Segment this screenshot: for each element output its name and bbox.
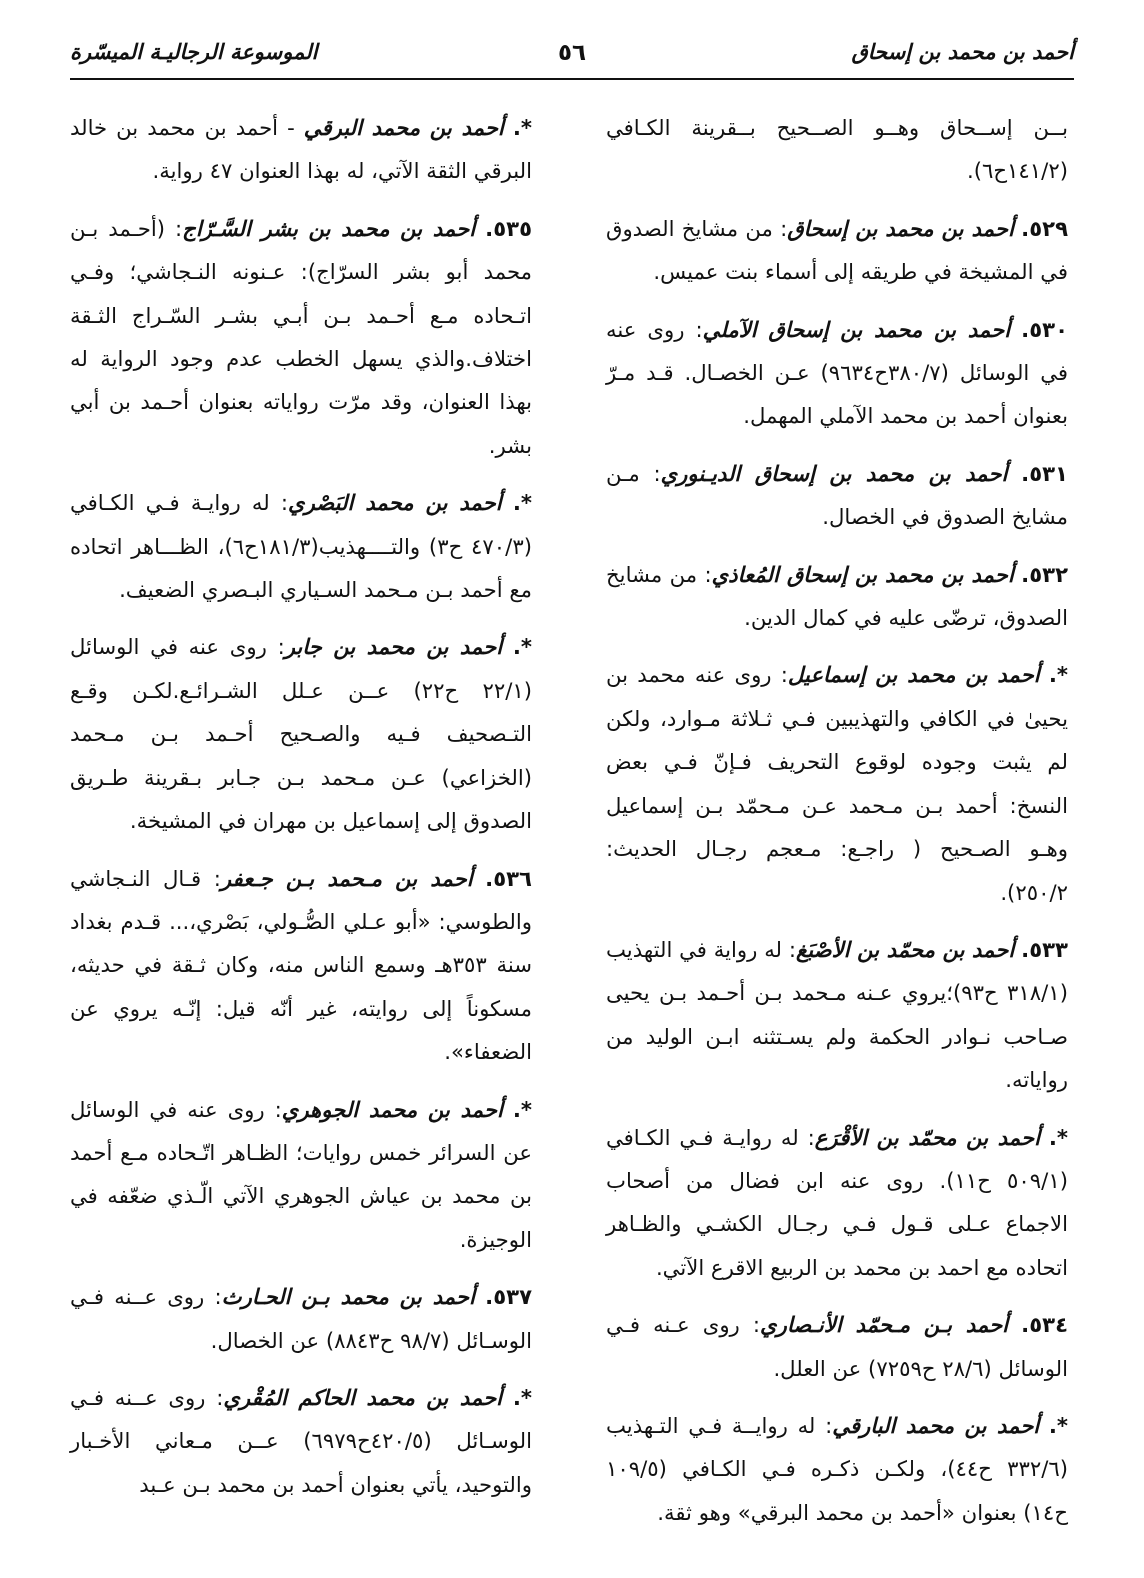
page-number: ٥٦ xyxy=(557,40,587,66)
entry-text: روى عــنه فـي الوسـائل (٤٢٠/٥ح٦٩٧٩) عــن مـعاني الأخـبار والتوحيد، يأتي بعنوان أحمد بن محمد بـن عـبد xyxy=(70,1384,532,1497)
entry-text: روى عنه في الوسائل (٣٨٠/٧ح٩٦٣٤) عـن الخصـال. قـد مـرّ بعنوان أحمد بن محمد الآملي المهمل. xyxy=(606,316,1068,429)
narrator-name: أحمد بن محمد البَصْري xyxy=(288,490,502,516)
header-entry-title: أحمد بن محمد بن إسحاق xyxy=(851,40,1074,64)
entry-text: قـال النـجاشي والطوسي: «أبو عـلي الصُّـولي، بَصْري،... قـدم بغداد سنة ٣٥٣هـ وسمع الناس منه، وكان ثـقة في حديثه، مسكوناً إلى روايته، غير أنّه قيل: إنّـه يروي عن الضعفاء». xyxy=(70,865,532,1065)
entry-number: *. xyxy=(1048,1124,1069,1150)
narrator-name: أحمد بـن مـحمّد الأنـصاري xyxy=(760,1312,1009,1338)
entry-number: ٥٣٥. xyxy=(485,215,532,241)
entry-number: ٥٣٢. xyxy=(1021,561,1068,587)
entry: ٥٣٤. أحمد بـن مـحمّد الأنـصاري: روى عـنه فـي الوسائل (٢٨/٦ ح٧٢٥٩) عن العلل. xyxy=(606,1312,1068,1381)
entry: ٥٣٢. أحمد بن محمد بن إسحاق المُعاذي: من مشايخ الصدوق، ترضّى عليه في كمال الدين. xyxy=(606,561,1068,631)
entry: ٥٣١. أحمد بن محمد بن إسحاق الديـنوري: مـن مشايخ الصدوق في الخصال. xyxy=(606,460,1068,530)
header-book-title: الموسوعة الرجاليـة الميسّرة xyxy=(70,40,318,64)
narrator-name: أحمد بن محمد بن إسحاق المُعاذي xyxy=(711,561,1014,587)
entry-text: روى عــنه فـي الوسـائل (٩٨/٧ ح٨٨٤٣) عن الخصال. xyxy=(70,1284,532,1353)
entry-text: روى عـنه فـي الوسائل (٢٨/٦ ح٧٢٥٩) عن العلل. xyxy=(606,1312,1068,1381)
entry-text: روى عنه في الوسائل (٢٢/١ ح٢٢) عــن عـلل الشـرائـع.لكـن وقـع التـصحيف فـيه والصـحيح أحـمد بـن مـحمد (الخزاعي) عـن مـحمد بـن جـابر بـقرينة طـريق الصدوق إلى إسماعيل بن مهران في المشيخة. xyxy=(70,634,532,834)
narrator-name: أحمد بن محمد بن بشر السَّـرّاج xyxy=(182,215,476,241)
entry: *. أحمد بن محمد البارقي: له روايــة فـي التـهذيب (٣٣٢/٦ ح٤٤)، ولكـن ذكـره فـي الكـافي (١٠٩/٥ ح١٤) بعنوان «أحمد بن محمد البرقي» وهو ثقة. xyxy=(606,1412,1069,1525)
entry xyxy=(606,106,1068,193)
entry-number: ٥٣٧. xyxy=(485,1284,532,1310)
entry-text: مـن مشايخ الصدوق في الخصال. xyxy=(606,460,1068,530)
entry: *. أحمد بن محمّد بن الأقْرَع: له روايـة فـي الكـافي (٥٠٩/١ ح١١). روى عنه ابن فضال من أصحاب الاجماع عـلى قـول فـي رجـال الكشـي والظـاهر اتحاده مع احمد بن محمد بن الربيع الاقرع الآتي. xyxy=(606,1124,1069,1280)
entry-number: *. xyxy=(512,1384,532,1410)
entry: ٥٣٥. أحمد بن محمد بن بشر السَّـرّاج: (أحـمد بـن محمد أبو بشر السرّاج): عـنونه النـجاشي؛ وفـي اتـحاده مـع أحـمد بـن أبـي بشـر السّـراج الثـقة اختلاف.والذي يسهل الخطب عدم وجود الرواية له بهذا العنوان، وقد مرّت رواياته بعنوان أحـمد بن أبي بشر. xyxy=(70,215,532,458)
left-column xyxy=(70,106,532,1520)
narrator-name: أحمد بن محمّد بن الأصْبَغ xyxy=(795,936,1015,962)
entry-number: ٥٣٦. xyxy=(485,865,532,891)
entry-text: روى عنه في الوسائل عن السرائر خمس روايات؛ الظـاهر اتّـحاده مـع أحمد بن محمد بن عياش الجوهري الآتي الّـذي ضعّفه في الوجيزة. xyxy=(70,1096,532,1252)
narrator-name: أحمد بن محمد بـن الحـارث xyxy=(221,1284,475,1310)
right-column xyxy=(606,106,1068,1548)
entry-number: *. xyxy=(512,634,532,660)
entry: *. أحمد بن محمد بن جابر: روى عنه في الوسائل (٢٢/١ ح٢٢) عــن عـلل الشـرائـع.لكـن وقـع التـصحيف فـيه والصـحيح أحـمد بـن مـحمد (الخزاعي) عـن مـحمد بـن جـابر بـقرينة طـريق الصدوق إلى إسماعيل بن مهران في المشيخة. xyxy=(70,634,532,834)
entry: *. أحمد بن محمد بن إسماعيل: روى عنه محمد بن يحيىٰ في الكافي والتهذيبين فـي ثـلاثة مـوارد، ولكن لم يثبت وجوده لوقوع التحريف فـإنّ فـي بعض النسخ: أحمد بـن مـحمد عـن مـحمّد بـن إسماعيل وهـو الصـحيح ( راجـع: مـعجم رجـال الحديث: ٢٥٠/٢). xyxy=(606,662,1068,905)
entry: ٥٣٦. أحمد بن مـحمد بـن جـعفر: قـال النـجاشي والطوسي: «أبو عـلي الصُّـولي، بَصْري،... قـدم بغداد سنة ٣٥٣هـ وسمع الناس منه، وكان ثـقة في حديثه، مسكوناً إلى روايته، غير أنّه قيل: إنّـه يروي عن الضعفاء». xyxy=(70,865,532,1065)
entry: ٥٢٩. أحمد بن محمد بن إسحاق: من مشايخ الصدوق في المشيخة في طريقه إلى أسماء بنت عميس. xyxy=(606,215,1068,285)
entry-text: له روايـة فـي الكـافي (٥٠٩/١ ح١١). روى عنه ابن فضال من أصحاب الاجماع عـلى قـول فـي رجـال الكشـي والظـاهر اتحاده مع احمد بن محمد بن الربيع الاقرع الآتي. xyxy=(606,1124,1068,1280)
entry-number: ٥٣٣. xyxy=(1021,936,1068,962)
narrator-name: أحمد بن محمد بن جابر xyxy=(284,634,503,660)
narrator-name: أحمد بن محمد البرقي xyxy=(303,115,504,140)
entry-text: له روايـة فـي الكـافي (٤٧٠/٣ ح٣) والتــــهذيب(١٨١/٣ح٦)، الظـــاهر اتحاده مع أحمد بـن مـحمد السـياري البـصري الضعيف. xyxy=(70,490,532,603)
entry-text: - أحمد بن محمد بن خالد البرقي الثقة الآتي، له بهذا العنوان ٤٧ رواية. xyxy=(70,115,532,184)
entry-text: له روايــة فـي التـهذيب (٣٣٢/٦ ح٤٤)، ولكـن ذكـره فـي الكـافي (١٠٩/٥ ح١٤) بعنوان «أحمد بن محمد البرقي» وهو ثقة. xyxy=(606,1412,1069,1525)
narrator-name: أحمد بن محمّد بن الأقْرَع xyxy=(814,1124,1040,1150)
entry-number: *. xyxy=(512,115,532,140)
entry-text: من مشايخ الصدوق، ترضّى عليه في كمال الدين. xyxy=(606,561,1068,631)
narrator-name: أحمد بن محمد البارقي xyxy=(832,1412,1040,1438)
entry: *. أحمد بن محمد الحاكم المُقْري: روى عــنه فـي الوسـائل (٤٢٠/٥ح٦٩٧٩) عــن مـعاني الأخـبار والتوحيد، يأتي بعنوان أحمد بن محمد بـن عـبد xyxy=(70,1384,532,1497)
entry: ٥٣٣. أحمد بن محمّد بن الأصْبَغ: له رواية في التهذيب (٣١٨/١ ح٩٣)؛يروي عـنه مـحمد بـن أحـمد بـن يحيى صـاحب نـوادر الحكمة ولم يسـتثنه ابـن الوليد من رواياته. xyxy=(606,936,1068,1093)
entry-number: ٥٢٩. xyxy=(1021,215,1068,241)
entry-text: (أحـمد بـن محمد أبو بشر السرّاج): عـنونه النـجاشي؛ وفـي اتـحاده مـع أحـمد بـن أبـي بشـر السّـراج الثـقة اختلاف.والذي يسهل الخطب عدم وجود الرواية له بهذا العنوان، وقد مرّت رواياته بعنوان أحـمد بن أبي بشر. xyxy=(70,215,532,458)
entry xyxy=(70,106,532,193)
entry-number: *. xyxy=(1048,1412,1069,1438)
entry-text: روى عنه محمد بن يحيىٰ في الكافي والتهذيبين فـي ثـلاثة مـوارد، ولكن لم يثبت وجوده لوقوع التحريف فـإنّ فـي بعض النسخ: أحمد بـن مـحمد عـن مـحمّد بـن إسماعيل وهـو الصـحيح ( راجـع: مـعجم رجـال الحديث: ٢٥٠/٢). xyxy=(606,662,1068,905)
narrator-name: أحمد بن محمد بن إسحاق الآملي xyxy=(702,316,1011,342)
narrator-name: أحمد بن محمد الجوهري xyxy=(281,1096,503,1122)
entry: *. أحمد بن محمد البَصْري: له روايـة فـي الكـافي (٤٧٠/٣ ح٣) والتــــهذيب(١٨١/٣ح٦)، الظـــاهر اتحاده مع أحمد بـن مـحمد السـياري البـصري الضعيف. xyxy=(70,490,532,603)
narrator-name: أحمد بن محمد بن إسماعيل xyxy=(787,662,1040,688)
entry-number: *. xyxy=(512,1096,532,1122)
entry: *. أحمد بن محمد الجوهري: روى عنه في الوسائل عن السرائر خمس روايات؛ الظـاهر اتّـحاده مـع أحمد بن محمد بن عياش الجوهري الآتي الّـذي ضعّفه في الوجيزة. xyxy=(70,1096,532,1252)
entry-text: بــن إســحاق وهــو الصــحيح بــقرينة الكـافي (١٤١/٢ح٦). xyxy=(606,115,1068,184)
page-header xyxy=(70,30,1074,80)
entry-text: له رواية في التهذيب (٣١٨/١ ح٩٣)؛يروي عـنه مـحمد بـن أحـمد بـن يحيى صـاحب نـوادر الحكمة ولم يسـتثنه ابـن الوليد من رواياته. xyxy=(606,936,1068,1093)
entry-number: ٥٣١. xyxy=(1021,460,1068,486)
entry: ٥٣٧. أحمد بن محمد بـن الحـارث: روى عــنه فـي الوسـائل (٩٨/٧ ح٨٨٤٣) عن الخصال. xyxy=(70,1284,532,1353)
narrator-name: أحمد بن مـحمد بـن جـعفر xyxy=(220,865,473,891)
entry-number: *. xyxy=(1048,662,1068,688)
entry: ٥٣٠. أحمد بن محمد بن إسحاق الآملي: روى عنه في الوسائل (٣٨٠/٧ح٩٦٣٤) عـن الخصـال. قـد مـرّ بعنوان أحمد بن محمد الآملي المهمل. xyxy=(606,316,1068,429)
narrator-name: أحمد بن محمد الحاكم المُقْري xyxy=(223,1384,503,1410)
entry-number: *. xyxy=(512,490,532,516)
narrator-name: أحمد بن محمد بن إسحاق الديـنوري xyxy=(660,460,1008,486)
narrator-name: أحمد بن محمد بن إسحاق xyxy=(787,215,1014,241)
entry-number: ٥٣٤. xyxy=(1021,1312,1068,1338)
entry-text: من مشايخ الصدوق في المشيخة في طريقه إلى أسماء بنت عميس. xyxy=(606,215,1068,285)
entry-number: ٥٣٠. xyxy=(1021,316,1068,342)
